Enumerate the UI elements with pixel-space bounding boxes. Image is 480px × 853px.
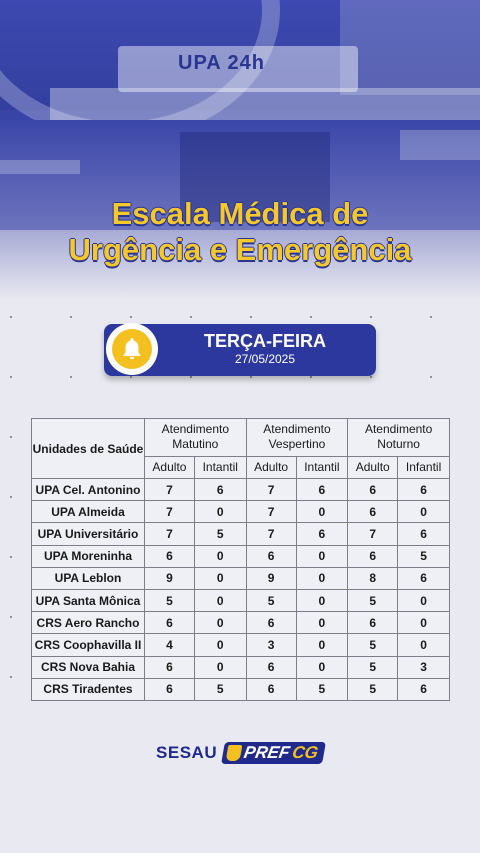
subheader-adult: Adulto xyxy=(348,456,398,478)
value-cell: 6 xyxy=(246,678,296,700)
dot xyxy=(70,316,72,318)
value-cell: 0 xyxy=(398,634,450,656)
prefcg-logo-pref: PREF xyxy=(242,743,292,762)
value-cell: 4 xyxy=(145,634,195,656)
value-cell: 5 xyxy=(194,678,246,700)
value-cell: 6 xyxy=(296,479,348,501)
value-cell: 7 xyxy=(246,501,296,523)
value-cell: 0 xyxy=(194,567,246,589)
shift-header-night xyxy=(348,419,450,457)
day-date: 27/05/2025 xyxy=(234,352,296,366)
value-cell: 0 xyxy=(296,501,348,523)
value-cell: 5 xyxy=(194,523,246,545)
schedule-table xyxy=(31,418,450,701)
value-cell: 5 xyxy=(348,634,398,656)
value-cell: 5 xyxy=(246,589,296,611)
sesau-logo: SESAU xyxy=(156,743,218,762)
value-cell: 5 xyxy=(145,589,195,611)
value-cell: 0 xyxy=(398,501,450,523)
subheader-adult: Adulto xyxy=(246,456,296,478)
value-cell: 6 xyxy=(246,656,296,678)
shift-header-line: Atendimento xyxy=(364,422,433,437)
building-window xyxy=(0,160,80,174)
dot xyxy=(10,676,12,678)
subheader-child: Intantil xyxy=(296,456,348,478)
dot xyxy=(10,496,12,498)
value-cell: 7 xyxy=(145,523,195,545)
value-cell: 0 xyxy=(398,612,450,634)
shift-header-line: Noturno xyxy=(377,437,420,452)
value-cell: 7 xyxy=(348,523,398,545)
building-tower xyxy=(340,0,480,95)
building-sign-text: UPA 24h xyxy=(178,52,266,74)
dot xyxy=(190,376,192,378)
subheader-adult: Adulto xyxy=(145,456,195,478)
dot xyxy=(130,316,132,318)
value-cell: 7 xyxy=(145,479,195,501)
unit-name-cell: UPA Moreninha xyxy=(32,545,145,567)
dot xyxy=(10,316,12,318)
value-cell: 7 xyxy=(246,479,296,501)
title-line-2: Urgência e Emergência xyxy=(68,232,412,267)
value-cell: 9 xyxy=(246,567,296,589)
bell-icon xyxy=(112,329,152,369)
table-row xyxy=(32,545,450,567)
table-row xyxy=(32,656,450,678)
shift-header-afternoon xyxy=(246,419,348,457)
unit-name-cell: UPA Universitário xyxy=(32,523,145,545)
table-row xyxy=(32,589,450,611)
value-cell: 6 xyxy=(145,678,195,700)
dot xyxy=(70,376,72,378)
value-cell: 6 xyxy=(348,545,398,567)
value-cell: 6 xyxy=(145,545,195,567)
value-cell: 5 xyxy=(348,589,398,611)
value-cell: 0 xyxy=(194,545,246,567)
day-name: TERÇA-FEIRA xyxy=(204,331,326,351)
table-row xyxy=(32,523,450,545)
city-emblem-icon xyxy=(226,745,243,761)
value-cell: 0 xyxy=(296,612,348,634)
dot xyxy=(430,316,432,318)
value-cell: 0 xyxy=(296,545,348,567)
value-cell: 0 xyxy=(194,589,246,611)
unit-name-cell: CRS Nova Bahia xyxy=(32,656,145,678)
value-cell: 6 xyxy=(348,479,398,501)
value-cell: 0 xyxy=(296,589,348,611)
value-cell: 0 xyxy=(194,634,246,656)
table-row xyxy=(32,567,450,589)
dot xyxy=(10,376,12,378)
value-cell: 9 xyxy=(145,567,195,589)
unit-name-cell: UPA Leblon xyxy=(32,567,145,589)
dot xyxy=(250,316,252,318)
dot xyxy=(190,316,192,318)
page-title xyxy=(0,196,480,268)
shift-header-line: Atendimento xyxy=(263,422,331,437)
value-cell: 5 xyxy=(296,678,348,700)
unit-name-cell: UPA Santa Mônica xyxy=(32,589,145,611)
value-cell: 6 xyxy=(145,612,195,634)
table-row xyxy=(32,479,450,501)
value-cell: 0 xyxy=(296,567,348,589)
dot xyxy=(10,556,12,558)
table-body xyxy=(32,479,450,701)
dot xyxy=(310,316,312,318)
value-cell: 0 xyxy=(194,612,246,634)
value-cell: 0 xyxy=(194,501,246,523)
shift-header-morning xyxy=(145,419,247,457)
value-cell: 7 xyxy=(145,501,195,523)
table-row xyxy=(32,634,450,656)
subheader-child: Intantil xyxy=(194,456,246,478)
unit-name-cell: CRS Coophavilla II xyxy=(32,634,145,656)
unit-name-cell: CRS Aero Rancho xyxy=(32,612,145,634)
footer-logos xyxy=(0,738,480,768)
title-line-1: Escala Médica de xyxy=(111,196,369,231)
building-window xyxy=(400,130,480,160)
prefcg-logo xyxy=(221,742,326,764)
value-cell: 5 xyxy=(348,678,398,700)
value-cell: 3 xyxy=(398,656,450,678)
dot xyxy=(370,376,372,378)
table-row xyxy=(32,678,450,700)
shift-header-line: Vespertino xyxy=(268,437,326,452)
dot xyxy=(310,376,312,378)
table-row xyxy=(32,501,450,523)
value-cell: 6 xyxy=(348,612,398,634)
value-cell: 6 xyxy=(246,545,296,567)
value-cell: 6 xyxy=(398,479,450,501)
building-canopy xyxy=(50,88,480,120)
table-row xyxy=(32,612,450,634)
shift-header-line: Atendimento xyxy=(161,422,230,437)
value-cell: 6 xyxy=(398,523,450,545)
dot xyxy=(10,436,12,438)
value-cell: 6 xyxy=(296,523,348,545)
value-cell: 0 xyxy=(296,656,348,678)
dot xyxy=(10,616,12,618)
table-header-row xyxy=(32,419,450,457)
value-cell: 5 xyxy=(398,545,450,567)
unit-name-cell: UPA Cel. Antonino xyxy=(32,479,145,501)
unit-name-cell: UPA Almeida xyxy=(32,501,145,523)
value-cell: 3 xyxy=(246,634,296,656)
value-cell: 7 xyxy=(246,523,296,545)
value-cell: 0 xyxy=(296,634,348,656)
unit-name-cell: CRS Tiradentes xyxy=(32,678,145,700)
dot xyxy=(370,316,372,318)
subheader-child: Infantil xyxy=(398,456,450,478)
shift-header-line: Matutino xyxy=(172,437,219,452)
value-cell: 6 xyxy=(145,656,195,678)
value-cell: 5 xyxy=(348,656,398,678)
value-cell: 6 xyxy=(194,479,246,501)
dot xyxy=(130,376,132,378)
prefcg-logo-cg: CG xyxy=(290,743,320,762)
units-header: Unidades de Saúde xyxy=(32,419,145,479)
value-cell: 6 xyxy=(398,567,450,589)
value-cell: 0 xyxy=(398,589,450,611)
dot xyxy=(250,376,252,378)
value-cell: 8 xyxy=(348,567,398,589)
value-cell: 6 xyxy=(348,501,398,523)
value-cell: 0 xyxy=(194,656,246,678)
value-cell: 6 xyxy=(246,612,296,634)
value-cell: 6 xyxy=(398,678,450,700)
dot xyxy=(430,376,432,378)
